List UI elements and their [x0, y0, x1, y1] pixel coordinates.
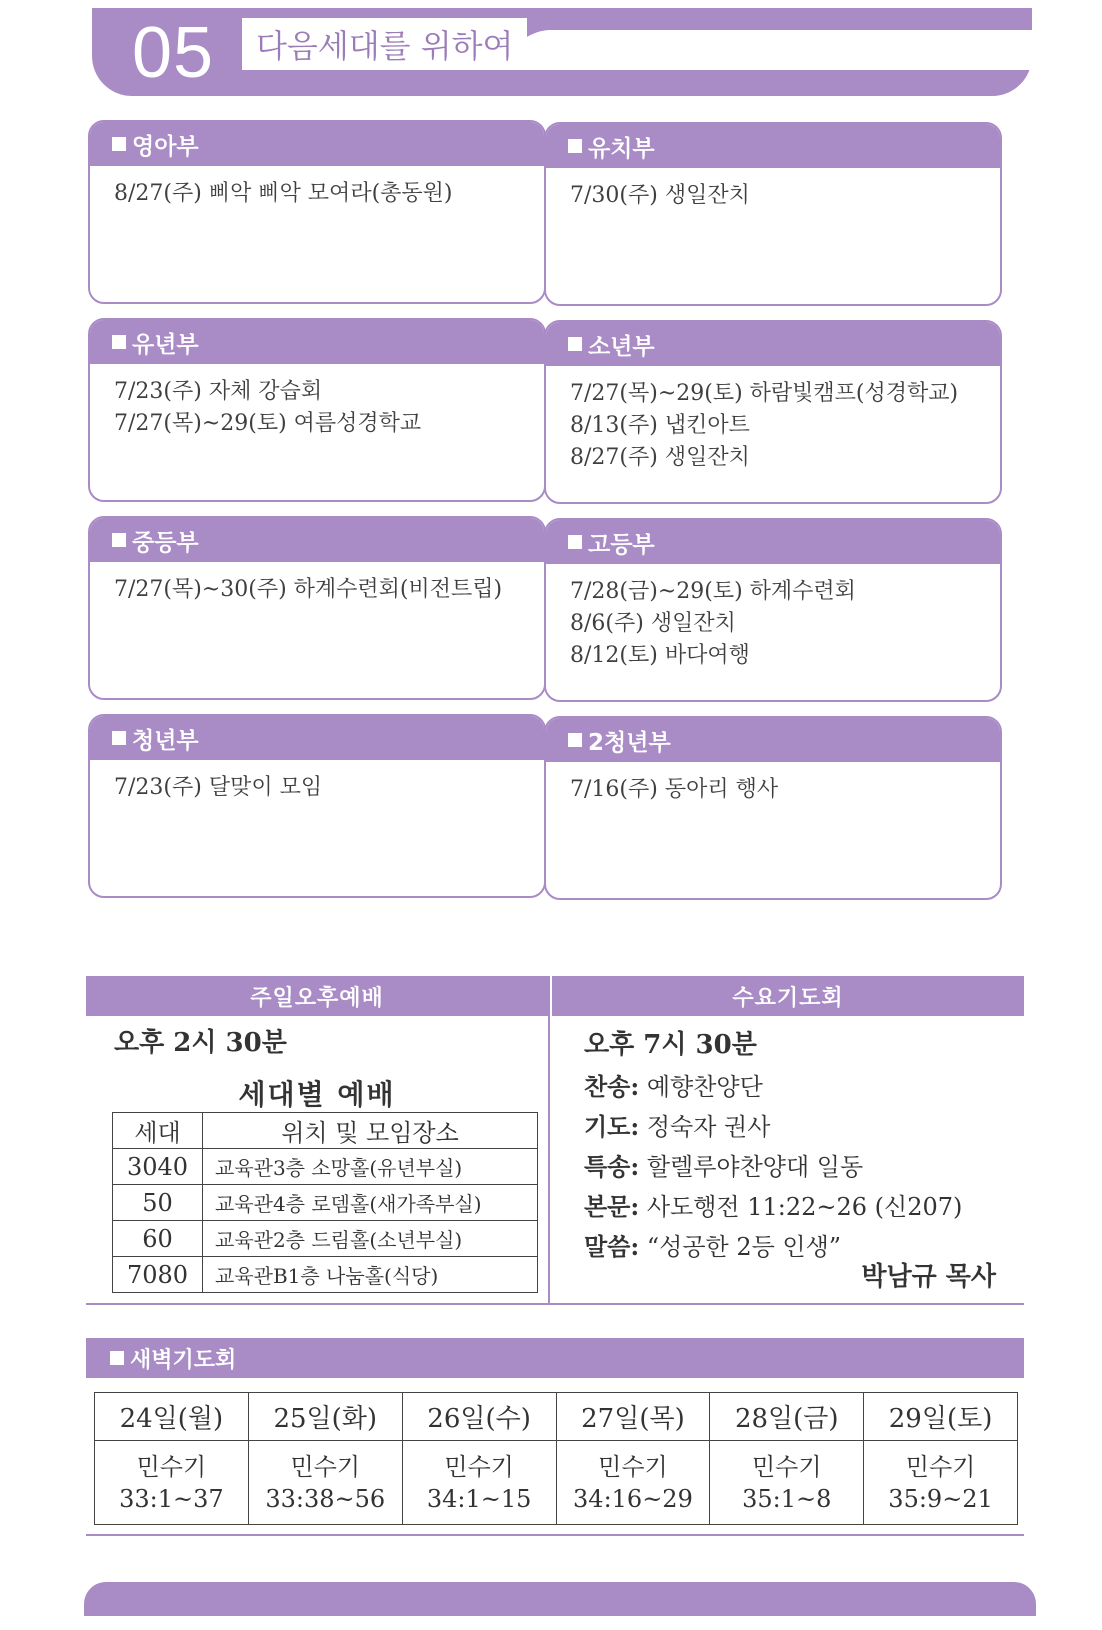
program-key: 찬송: — [584, 1072, 640, 1101]
passage-cell — [864, 1441, 1018, 1525]
dept-name: 청년부 — [132, 727, 199, 754]
square-bullet-icon — [110, 1351, 124, 1365]
table-header: 위치 및 모임장소 — [203, 1113, 538, 1149]
dept-box-junior — [544, 320, 1002, 504]
table-header-row — [113, 1113, 538, 1149]
dept-event: 7/16(주) 동아리 행사 — [570, 777, 779, 802]
square-bullet-icon — [568, 139, 582, 153]
table-row — [113, 1221, 538, 1257]
square-bullet-icon — [568, 733, 582, 747]
program-row — [584, 1107, 1024, 1147]
table-header: 세대 — [113, 1113, 203, 1149]
square-bullet-icon — [568, 337, 582, 351]
dept-event: 7/30(주) 생일잔치 — [570, 183, 750, 208]
day-row — [95, 1393, 1018, 1441]
dept-name: 소년부 — [588, 333, 655, 360]
square-bullet-icon — [112, 731, 126, 745]
dept-event: 8/27(주) 생일잔치 — [570, 445, 750, 470]
dawn-prayer-table — [94, 1392, 1018, 1525]
dept-event: 7/28(금)~29(토) 하계수련회 — [570, 579, 856, 604]
section-divider — [86, 1534, 1024, 1536]
wednesday-service-time: 오후 7시 30분 — [584, 1030, 757, 1060]
book-name: 민수기 — [751, 1452, 822, 1481]
square-bullet-icon — [112, 335, 126, 349]
dept-event: 8/6(주) 생일잔치 — [570, 611, 736, 636]
table-row — [113, 1185, 538, 1221]
generation-cell: 50 — [113, 1185, 203, 1221]
dept-box-middle-school — [88, 516, 546, 700]
dept-header — [546, 322, 1000, 366]
wednesday-service-section — [552, 976, 1024, 1304]
dept-event: 8/27(주) 삐악 삐악 모여라(총동원) — [114, 181, 453, 206]
wednesday-service-header: 수요기도회 — [552, 976, 1024, 1016]
program-key: 기도: — [584, 1112, 640, 1141]
generation-cell: 3040 — [113, 1149, 203, 1185]
book-name: 민수기 — [905, 1452, 976, 1481]
section-title-box — [242, 18, 527, 70]
location-cell: 교육관4층 로뎀홀(새가족부실) — [203, 1185, 538, 1221]
book-name: 민수기 — [598, 1452, 668, 1481]
square-bullet-icon — [112, 137, 126, 151]
dept-event: 7/27(목)~29(토) 하람빛캠프(성경학교) — [570, 381, 959, 406]
dept-event: 7/27(목)~29(토) 여름성경학교 — [114, 411, 422, 436]
program-value: “성공한 2등 인생” — [646, 1233, 842, 1261]
day-cell: 29일(토) — [864, 1393, 1018, 1441]
dept-box-young-adult-2 — [544, 716, 1002, 900]
passage-range: 35:9~21 — [888, 1484, 993, 1513]
dept-name: 2청년부 — [588, 729, 671, 756]
passage-range: 34:16~29 — [573, 1484, 693, 1513]
generation-table — [112, 1112, 538, 1293]
passage-range: 33:1~37 — [119, 1484, 224, 1513]
dept-name: 유년부 — [132, 331, 199, 358]
dawn-prayer-header — [86, 1338, 1024, 1378]
sunday-service-subtitle: 세대별 예배 — [238, 1078, 396, 1111]
dept-event: 8/12(토) 바다여행 — [570, 643, 750, 668]
location-cell: 교육관B1층 나눔홀(식당) — [203, 1257, 538, 1293]
dept-header — [546, 718, 1000, 762]
dept-header — [90, 716, 544, 760]
generation-cell: 60 — [113, 1221, 203, 1257]
dept-header — [90, 122, 544, 166]
location-cell: 교육관3층 소망홀(유년부실) — [203, 1149, 538, 1185]
dept-name: 중등부 — [132, 529, 199, 556]
dawn-prayer-title: 새벽기도회 — [130, 1347, 237, 1373]
dept-name: 고등부 — [588, 531, 655, 558]
program-value: 할렐루야찬양대 일동 — [646, 1153, 864, 1181]
passage-range: 35:1~8 — [742, 1484, 832, 1513]
section-title: 다음세대를 위하여 — [256, 27, 514, 65]
section-divider — [86, 1303, 1024, 1305]
program-row — [584, 1187, 1024, 1227]
dept-box-young-adult — [88, 714, 546, 898]
dept-event: 7/23(주) 달맞이 모임 — [114, 775, 323, 800]
square-bullet-icon — [112, 533, 126, 547]
program-row — [584, 1067, 1024, 1107]
dept-header — [546, 520, 1000, 564]
table-row — [113, 1149, 538, 1185]
footer-band — [84, 1582, 1036, 1616]
passage-cell — [710, 1441, 864, 1525]
passage-cell — [402, 1441, 556, 1525]
program-key: 말씀: — [584, 1232, 640, 1261]
dept-header — [546, 124, 1000, 168]
dept-event: 8/13(주) 냅킨아트 — [570, 413, 750, 438]
program-value: 사도행전 11:22~26 (신207) — [646, 1193, 963, 1221]
dept-header — [90, 320, 544, 364]
dept-event: 7/27(목)~30(주) 하계수련회(비전트립) — [114, 577, 503, 602]
program-key: 본문: — [584, 1192, 640, 1221]
location-cell: 교육관2층 드림홀(소년부실) — [203, 1221, 538, 1257]
dept-name: 유치부 — [588, 135, 655, 162]
dept-box-high-school — [544, 518, 1002, 702]
dept-event: 7/23(주) 자체 강습회 — [114, 379, 323, 404]
day-cell: 27일(목) — [556, 1393, 710, 1441]
program-value: 정숙자 권사 — [646, 1113, 771, 1141]
program-key: 특송: — [584, 1152, 640, 1181]
page-header — [92, 8, 1032, 96]
section-number: 05 — [132, 13, 215, 93]
day-cell: 25일(화) — [248, 1393, 402, 1441]
book-name: 민수기 — [444, 1452, 514, 1481]
passage-cell — [248, 1441, 402, 1525]
dept-box-kindergarten — [544, 122, 1002, 306]
sunday-service-header: 주일오후예배 — [86, 976, 548, 1016]
table-row — [113, 1257, 538, 1293]
header-slope — [497, 30, 1055, 70]
passage-range: 34:1~15 — [426, 1484, 532, 1513]
passage-cell — [95, 1441, 249, 1525]
passage-row — [95, 1441, 1018, 1525]
day-cell: 28일(금) — [710, 1393, 864, 1441]
generation-cell: 7080 — [113, 1257, 203, 1293]
passage-cell — [556, 1441, 710, 1525]
dept-box-infant — [88, 120, 546, 304]
dept-box-primary — [88, 318, 546, 502]
day-cell: 24일(월) — [95, 1393, 249, 1441]
dept-header — [90, 518, 544, 562]
book-name: 민수기 — [136, 1452, 207, 1481]
program-value: 예향찬양단 — [646, 1073, 763, 1101]
square-bullet-icon — [568, 535, 582, 549]
program-row — [584, 1147, 1024, 1187]
book-name: 민수기 — [290, 1452, 361, 1481]
sunday-service-time: 오후 2시 30분 — [114, 1028, 287, 1058]
day-cell: 26일(수) — [402, 1393, 556, 1441]
sunday-service-section — [86, 976, 550, 1304]
pastor-name: 박남규 목사 — [861, 1262, 996, 1292]
dept-name: 영아부 — [132, 133, 199, 160]
passage-range: 33:38~56 — [265, 1484, 386, 1513]
